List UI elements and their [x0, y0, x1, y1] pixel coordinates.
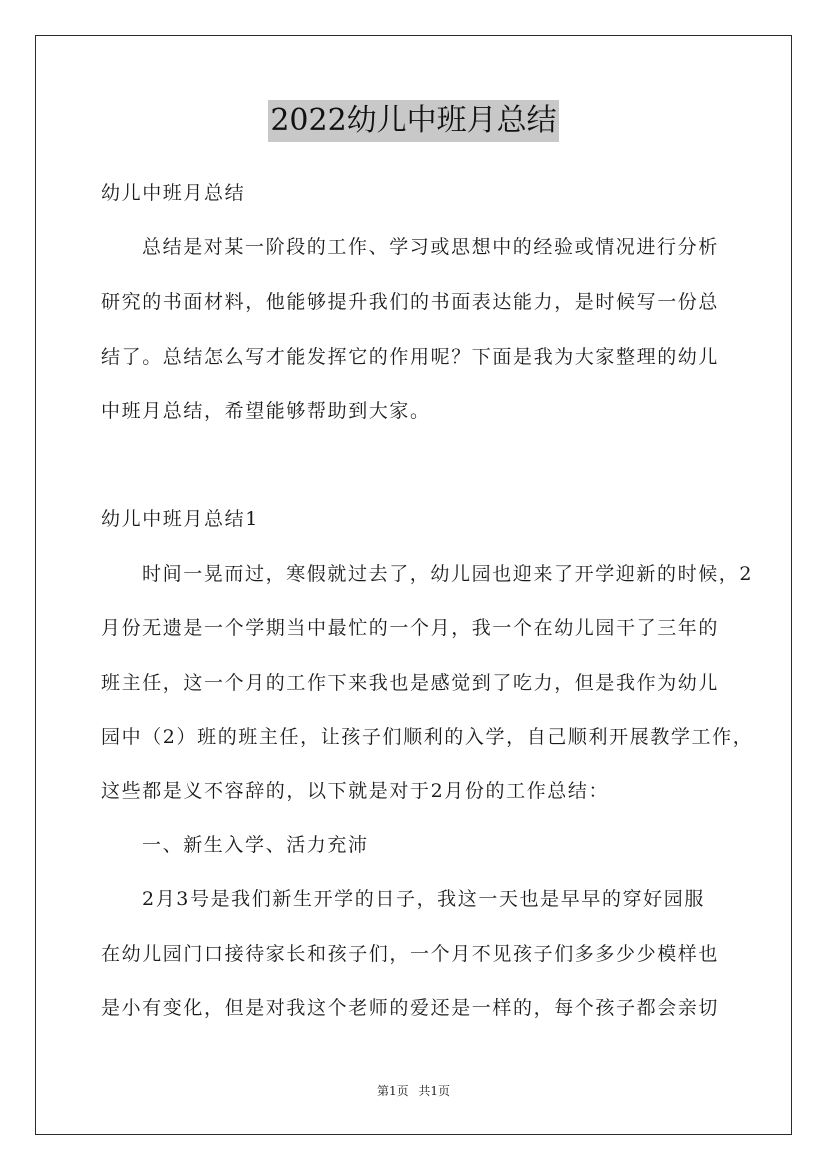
paragraph-line: 研究的书面材料，他能够提升我们的书面表达能力，是时候写一份总: [101, 291, 720, 313]
paragraph-line: 班主任，这一个月的工作下来我也是感觉到了吃力，但是我作为幼儿: [101, 672, 720, 694]
paragraph-line: 园中（2）班的班主任，让孩子们顺利的入学，自己顺利开展教学工作，: [101, 726, 754, 748]
section-heading: 幼儿中班月总结: [101, 182, 246, 204]
paragraph-line: 在幼儿园门口接待家长和孩子们，一个月不见孩子们多多少少模样也: [101, 943, 720, 965]
page-number: 第1页: [376, 1084, 409, 1098]
paragraph-line: 结了。总结怎么写才能发挥它的作用呢？下面是我为大家整理的幼儿: [101, 346, 720, 368]
paragraph-line: 时间一晃而过，寒假就过去了，幼儿园也迎来了开学迎新的时候，2: [142, 563, 754, 585]
paragraph-line: 这些都是义不容辞的，以下就是对于2月份的工作总结：: [101, 780, 610, 802]
subheading: 一、新生入学、活力充沛: [142, 834, 369, 856]
document-title: 2022幼儿中班月总结: [268, 100, 558, 142]
page-total: 共1页: [418, 1084, 451, 1098]
page-footer: [0, 1083, 827, 1099]
paragraph-line: 总结是对某一阶段的工作、学习或思想中的经验或情况进行分析: [142, 236, 719, 258]
paragraph-line: 是小有变化，但是对我这个老师的爱还是一样的，每个孩子都会亲切: [101, 997, 720, 1019]
paragraph-line: 月份无遗是一个学期当中最忙的一个月，我一个在幼儿园干了三年的: [101, 617, 720, 639]
title-container: [0, 100, 827, 142]
paragraph-line: 2月3号是我们新生开学的日子，我这一天也是早早的穿好园服: [142, 888, 705, 910]
section-heading: 幼儿中班月总结1: [101, 508, 259, 530]
paragraph-line: 中班月总结，希望能够帮助到大家。: [101, 400, 431, 422]
